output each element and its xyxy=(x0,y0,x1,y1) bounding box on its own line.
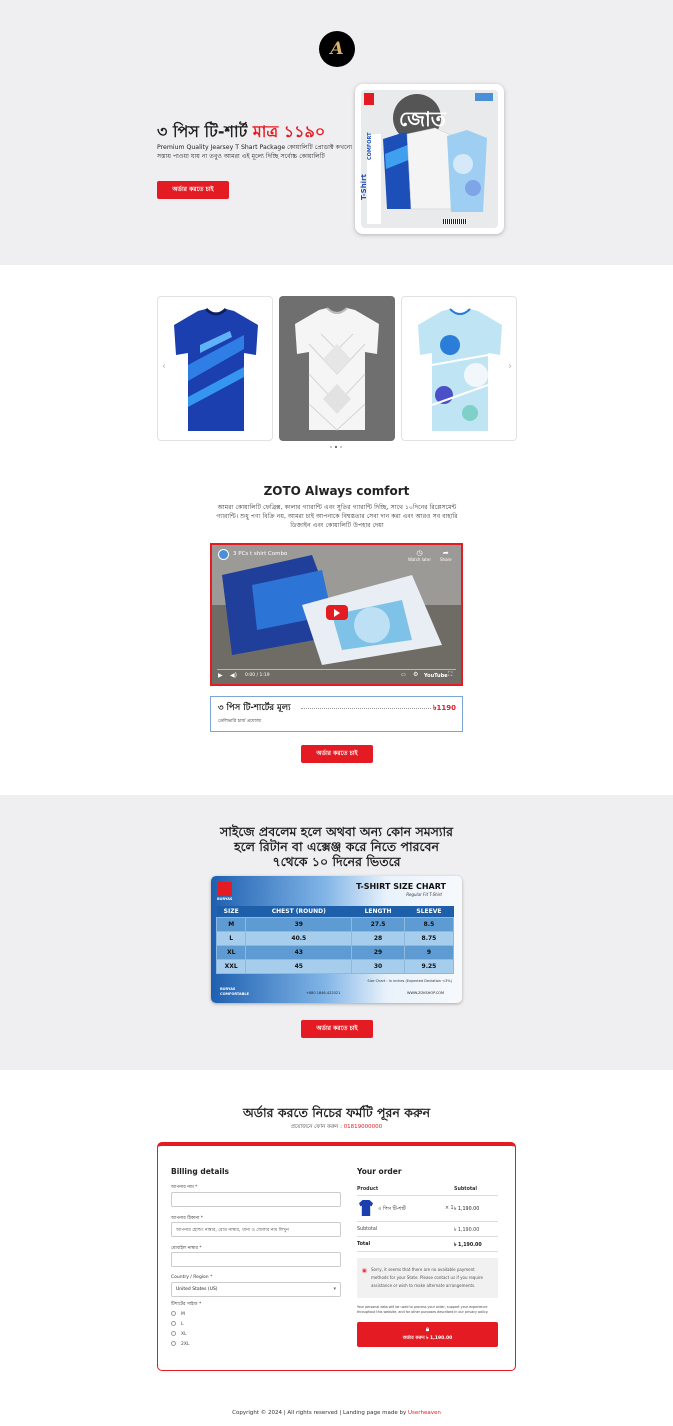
name-label: আপনার নাম * xyxy=(171,1185,198,1190)
size-table xyxy=(216,906,454,974)
place-order-label: অর্ডার করুন ৳ 1,190.00 xyxy=(402,1336,453,1341)
country-value: United States (US) xyxy=(176,1287,218,1292)
size-section xyxy=(0,795,673,1070)
video-time: 0:00 / 1:19 xyxy=(245,673,270,678)
name-input[interactable] xyxy=(171,1192,341,1207)
size-chart-footer-brand: BURYAS COMFORTABLE xyxy=(220,987,250,996)
size-option-m[interactable] xyxy=(171,1311,185,1317)
size-table-cell: XL xyxy=(217,945,246,959)
address-label: আপনার ঠিকানা * xyxy=(171,1216,204,1221)
price-label: ৩ পিস টি-শার্টের মূল্য xyxy=(218,703,291,713)
svg-text:জোত: জোত xyxy=(399,107,446,131)
subtotal-label: Subtotal xyxy=(357,1227,378,1232)
settings-gear-icon[interactable]: ⚙ xyxy=(413,671,419,678)
size-table-cell: 8.75 xyxy=(404,931,453,945)
video-progress-bar[interactable] xyxy=(217,669,456,670)
form-subtitle-text: প্রয়োজনে ফোন করুন : xyxy=(290,1124,342,1130)
size-option-2xl[interactable] xyxy=(171,1341,189,1347)
country-label: Country / Region * xyxy=(171,1275,213,1280)
size-order-button[interactable]: অর্ডার করতে চাই xyxy=(301,1020,373,1038)
lock-icon: 🔒︎ xyxy=(425,1326,430,1333)
size-option-label: L xyxy=(181,1322,184,1327)
size-table-row xyxy=(217,945,454,959)
carousel-dot[interactable] xyxy=(330,446,332,448)
carousel-next-icon[interactable]: › xyxy=(508,361,512,372)
phone-input[interactable] xyxy=(171,1252,341,1267)
size-table-row xyxy=(217,931,454,945)
privacy-text: Your personal data will be used to process your order, support your experience throughout this website, and for other purposes described in our privacy policy. xyxy=(357,1305,489,1314)
about-section xyxy=(0,465,673,795)
place-order-button[interactable] xyxy=(357,1322,498,1347)
payment-notice-text: Sorry, it seems that there are no available payment methods for your State. Please contact us if you require assistance or wish to make alternate arrangements. xyxy=(371,1267,483,1288)
price-note: ডেলিভারি চার্জ প্রযোজ্য xyxy=(218,719,262,724)
barcode xyxy=(443,219,467,224)
hero-description: Premium Quality Jearsey T Shart Package কোয়ালিটি প্রোডাক্ট কখনো সস্তায় পাওয়া যায় না তবুও আমরা এই মূল্যে দিচ্ছি সর্বোচ্চ কোয়ালিটি xyxy=(157,144,353,160)
size-table-cell: 9.25 xyxy=(404,959,453,973)
product-qty: × 1 xyxy=(445,1206,454,1211)
size-chart-subtitle: Regular Fit T-Shirt xyxy=(406,892,442,897)
clock-icon: ◷ xyxy=(416,549,423,557)
carousel-section xyxy=(0,265,673,465)
about-order-button[interactable]: অর্ডার করতে চাই xyxy=(301,745,373,763)
package-label-comfort: COMFORT xyxy=(367,132,373,160)
fullscreen-icon[interactable]: ⛶ xyxy=(448,671,453,678)
size-option-label: M xyxy=(181,1312,185,1317)
size-table-cell: 45 xyxy=(246,959,352,973)
size-table-cell: 28 xyxy=(352,931,405,945)
size-option-xl[interactable] xyxy=(171,1331,187,1337)
size-table-cell: 43 xyxy=(246,945,352,959)
size-label: টিশার্টের সাইজ * xyxy=(171,1302,202,1307)
phone-label: মোবাইল নাম্বার * xyxy=(171,1246,202,1251)
hero-section xyxy=(0,0,673,265)
shirt-card-pattern[interactable] xyxy=(401,296,517,441)
form-title: অর্ডার করতে নিচের ফর্মটি পূরন করুন xyxy=(242,1105,431,1120)
chevron-down-icon: ▾ xyxy=(333,1286,336,1292)
form-subtitle xyxy=(0,1124,673,1132)
size-table-header: SIZE xyxy=(217,906,246,917)
white-tshirt-image xyxy=(291,304,383,432)
order-divider xyxy=(357,1236,498,1237)
video-title[interactable]: 3 PCs t shirt Combo xyxy=(233,551,288,557)
total-value: ৳ 1,190.00 xyxy=(454,1243,482,1248)
size-heading-line-2: হলে রিটান বা এক্সেঞ্জ করে নিতে পারবেন xyxy=(234,839,439,854)
size-chart-image xyxy=(211,876,462,1003)
price-box xyxy=(210,696,463,732)
package-label-tshirt: T-Shirt xyxy=(360,174,368,200)
carousel-prev-icon[interactable]: ‹ xyxy=(162,361,166,372)
hero-title-price: মাত্র ১১৯০ xyxy=(252,122,326,141)
radio-icon xyxy=(171,1321,176,1326)
radio-icon xyxy=(171,1341,176,1346)
watch-later-button[interactable] xyxy=(408,549,431,562)
address-input[interactable]: আপনার হোল্ডং নাম্বার, রোড নাম্বার, থানা ও জেলার নাম লিখুন xyxy=(171,1222,341,1237)
size-table-header: LENGTH xyxy=(352,906,405,917)
logo[interactable] xyxy=(319,31,355,67)
alert-icon: ▣ xyxy=(362,1268,367,1274)
captions-icon[interactable]: ▭ xyxy=(401,672,406,678)
size-table-cell: 39 xyxy=(246,917,352,931)
channel-avatar[interactable] xyxy=(218,549,229,560)
size-table-header: CHEST (ROUND) xyxy=(246,906,352,917)
order-title: Your order xyxy=(357,1167,402,1176)
size-chart-phone: +880 1846-422021 xyxy=(306,991,341,995)
play-control-icon[interactable]: ▶ xyxy=(218,672,223,679)
video-player[interactable] xyxy=(210,543,463,686)
youtube-logo[interactable]: YouTube xyxy=(424,673,448,679)
size-table-row xyxy=(217,959,454,973)
radio-icon xyxy=(171,1331,176,1336)
size-chart-title: T-SHIRT SIZE CHART xyxy=(356,882,446,891)
size-option-label: 2XL xyxy=(181,1342,190,1347)
logo-letter: A xyxy=(330,39,344,59)
pattern-tshirt-image xyxy=(414,305,506,433)
size-table-cell: M xyxy=(217,917,246,931)
total-label: Total xyxy=(357,1242,371,1247)
subtotal-value: ৳ 1,190.00 xyxy=(454,1228,480,1233)
billing-title: Billing details xyxy=(171,1167,230,1176)
size-table-cell: 9 xyxy=(404,945,453,959)
size-table-cell: 30 xyxy=(352,959,405,973)
order-divider xyxy=(357,1221,498,1222)
carousel-dot[interactable] xyxy=(340,446,342,448)
shirt-card-blue[interactable] xyxy=(157,296,273,441)
footer-brand-link[interactable]: Userheaven xyxy=(408,1410,441,1416)
share-button[interactable] xyxy=(440,549,452,562)
carousel-dot-active[interactable] xyxy=(335,446,337,448)
share-label: Share xyxy=(440,557,452,562)
footer-text: Copyright © 2024 | All rights reserved | Landing page made by xyxy=(232,1410,407,1416)
size-chart-logo xyxy=(218,882,232,896)
order-divider xyxy=(357,1195,498,1196)
size-heading-line-1: সাইজে প্রবলেম হলে অথবা অন্য কোন সমস্যার xyxy=(219,824,454,839)
product-package-image xyxy=(355,84,504,234)
youtube-play-button[interactable] xyxy=(326,605,348,620)
blue-tshirt-image xyxy=(170,305,262,433)
size-chart-web: WWW.ZOKSHOP.COM xyxy=(407,991,445,995)
size-option-l[interactable] xyxy=(171,1321,184,1327)
radio-icon xyxy=(171,1311,176,1316)
product-name: ৩ পিস টি-শার্ট xyxy=(378,1206,406,1212)
size-table-cell: 8.5 xyxy=(404,917,453,931)
country-select[interactable] xyxy=(171,1282,341,1297)
price-value: ৳1190 xyxy=(433,704,456,712)
size-table-cell: 27.5 xyxy=(352,917,405,931)
size-chart-note: Size Chart : In inches (Expected Deviation <3%) xyxy=(367,979,452,983)
hero-title-main: ৩ পিস টি-শার্ট xyxy=(157,122,248,141)
hero-title xyxy=(157,119,325,146)
size-table-cell: 40.5 xyxy=(246,931,352,945)
carousel-dots xyxy=(330,446,342,448)
product-header: Product xyxy=(357,1187,379,1192)
size-chart-brand: BURYAS xyxy=(217,897,233,901)
shirt-card-white[interactable] xyxy=(279,296,395,441)
size-option-label: XL xyxy=(181,1332,187,1337)
about-title: ZOTO Always comfort xyxy=(263,484,410,498)
about-text: আমরা কোয়ালিটি ফেব্রিক্স, কালার গ্যারান্টি এবং সুতির গ্যারান্টি দিচ্ছি, সাথে ১০দিনের রিপ্লেসমেন্ট গ্যারান্টি। শুধু পণ্য বিক্রি নয়, আমরা চাই আপনাকে বিশ্বস্ততার সেবা দান করা এবং আরও সব বাহারি ডিজাইন এবং কোয়ালিটি উপহার দেয়া xyxy=(216,504,458,529)
play-icon xyxy=(334,609,340,617)
size-table-header: SLEEVE xyxy=(404,906,453,917)
volume-icon[interactable]: ◀) xyxy=(230,672,237,679)
order-section xyxy=(0,1070,673,1426)
size-table-cell: L xyxy=(217,931,246,945)
size-heading-line-3: ৭থেকে ১০ দিনের ভিতরে xyxy=(272,854,401,869)
size-table-row xyxy=(217,917,454,931)
watch-later-label: Watch later xyxy=(408,557,431,562)
product-price: ৳ 1,190.00 xyxy=(454,1207,480,1212)
size-table-cell: XXL xyxy=(217,959,246,973)
order-divider xyxy=(357,1251,498,1252)
payment-notice xyxy=(357,1258,498,1298)
footer xyxy=(0,1410,673,1416)
price-dotted-line xyxy=(301,708,431,709)
hero-order-button[interactable]: অর্ডার করতে চাই xyxy=(157,181,229,199)
subtotal-header: Subtotal xyxy=(454,1187,478,1192)
share-icon: ➦ xyxy=(442,549,449,557)
size-table-cell: 29 xyxy=(352,945,405,959)
form-phone-link[interactable]: 01819000000 xyxy=(343,1124,383,1130)
